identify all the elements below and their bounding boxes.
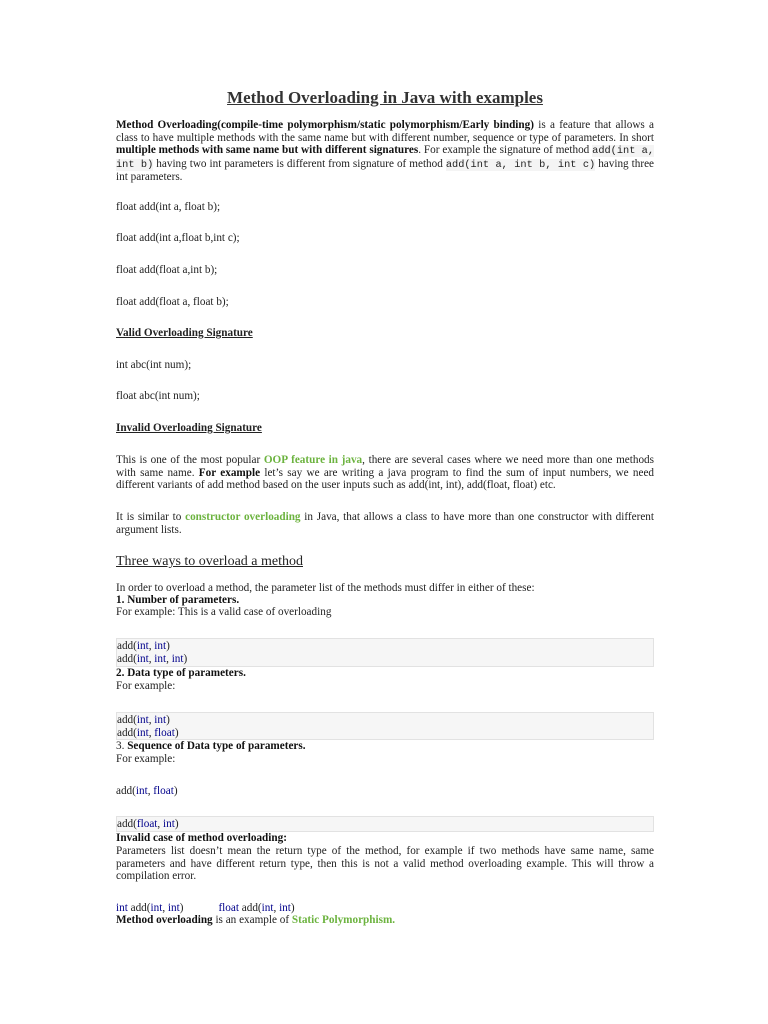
closing-text: is an example of	[212, 914, 292, 926]
ctor-text-1: It is similar to	[116, 511, 186, 523]
invalid-case-heading	[116, 832, 654, 845]
static-polymorphism-link[interactable]: Static Polymorphism	[291, 914, 393, 926]
item-1-example: For example: This is a valid case of overloading	[116, 606, 332, 618]
intro-bold-definition: Method Overloading(compile-time polymorphism/static polymorphism/Early binding)	[116, 119, 534, 131]
oop-bold-example: For example	[198, 466, 261, 479]
code-line: add(int, int)	[117, 640, 170, 652]
oop-paragraph	[116, 454, 654, 492]
signature-line: float add(float a, float b);	[116, 296, 229, 308]
oop-text-2: , there are several cases where we need more than one methods with same name.	[116, 454, 654, 479]
code-block-data-type	[116, 712, 654, 740]
intro-bold-summary: multiple methods with same name but with different signatures	[116, 144, 419, 157]
item-3-heading	[116, 740, 654, 753]
closing-bold: Method overloading	[116, 914, 213, 926]
item-2-label: 2. Data type of parameters.	[116, 667, 246, 679]
three-ways-intro: In order to overload a method, the parameter list of the methods must differ in either of these:	[116, 582, 535, 594]
intro-code-two-params: add(int a, int b)	[116, 145, 655, 171]
signature-line: float add(float a,int b);	[116, 264, 218, 276]
page-title: Method Overloading in Java with examples	[227, 88, 543, 107]
code-block-number-of-params	[116, 638, 654, 667]
valid-signature-line: float abc(int num);	[116, 390, 200, 402]
valid-signature-line: int abc(int num);	[116, 359, 192, 371]
intro-text-2: . For example the signature of method	[418, 144, 593, 157]
item-1-label: 1. Number of parameters.	[116, 594, 240, 606]
code-line-sequence-1: add(int, float)	[116, 785, 178, 797]
code-line: add(float, int)	[117, 818, 179, 830]
code-line: add(int, int)	[117, 714, 170, 726]
intro-code-three-params: add(int a, int b, int c)	[445, 158, 596, 171]
signature-line: float add(int a, float b);	[116, 201, 221, 213]
item-1-heading	[116, 594, 654, 607]
closing-line	[116, 914, 654, 927]
code-line: add(int, int, int)	[117, 652, 188, 665]
intro-text-3: having two int parameters is different from signature of method	[153, 157, 446, 170]
invalid-signature-heading: Invalid Overloading Signature	[116, 422, 262, 434]
code-block-sequence	[116, 816, 654, 832]
item-3-number: 3.	[116, 740, 128, 752]
oop-text-1: This is one of the most popular	[116, 454, 264, 466]
three-ways-heading: Three ways to overload a method	[116, 554, 303, 569]
invalid-case-paragraph: Parameters list doesn’t mean the return type of the method, for example if two methods have same name, same parameters and have different return type, then this is not a valid method overloading example. This will throw a compilation error.	[116, 845, 654, 883]
item-2-example: For example:	[116, 680, 176, 692]
intro-text-1: is a feature that allows a class to have multiple methods with the same name but with different number, sequence or type of parameters. In short	[116, 119, 654, 144]
invalid-code-line	[116, 902, 654, 915]
valid-signature-heading: Valid Overloading Signature	[116, 327, 253, 339]
ctor-text-2: in Java, that allows a class to have more than one constructor with different argument lists.	[116, 511, 654, 536]
constructor-overloading-link[interactable]: constructor overloading	[185, 511, 301, 523]
constructor-paragraph	[116, 511, 654, 536]
item-2-heading	[116, 667, 654, 680]
signature-line: float add(int a,float b,int c);	[116, 232, 240, 244]
oop-feature-link[interactable]: OOP feature in java	[263, 454, 363, 466]
oop-text-3: let’s say we are writing a java program to find the sum of input numbers, we need different variants of add method based on the user inputs such as add(int, int), add(float, float) etc.	[116, 466, 655, 492]
invalid-case-label: Invalid case of method overloading:	[116, 832, 287, 844]
code-int-add: int add(int, int)	[116, 902, 184, 914]
code-float-add: float add(int, int)	[218, 902, 295, 914]
intro-text-4: having three int parameters.	[116, 157, 655, 184]
intro-paragraph	[116, 119, 654, 184]
item-3-example: For example:	[116, 753, 176, 765]
item-3-label: Sequence of Data type of parameters.	[127, 740, 306, 752]
closing-period: .	[392, 914, 396, 926]
code-line: add(int, float)	[117, 726, 179, 739]
